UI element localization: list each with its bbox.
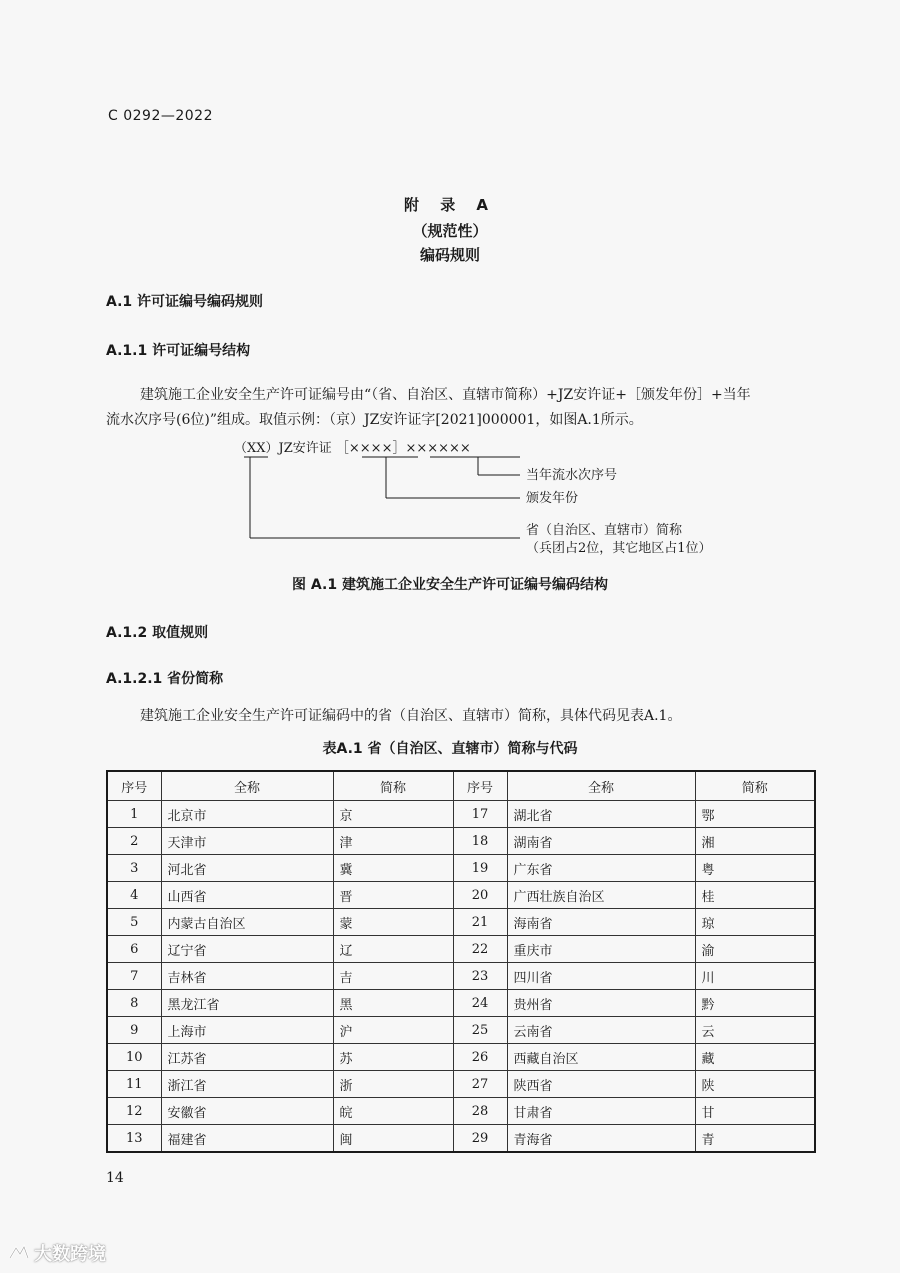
cell-abbr: 黑 xyxy=(333,990,453,1017)
table-row xyxy=(107,1017,815,1044)
cell-abbr: 辽 xyxy=(333,936,453,963)
cell-fullname: 陕西省 xyxy=(507,1071,695,1098)
cell-fullname: 湖南省 xyxy=(507,828,695,855)
diagram-code-text: （XX）JZ安许证 ［××××］×××××× xyxy=(234,441,471,456)
label-province: 省（自治区、直辖市）简称 xyxy=(526,523,683,538)
cell-fullname: 西藏自治区 xyxy=(507,1044,695,1071)
cell-abbr: 湘 xyxy=(695,828,815,855)
cell-abbr: 琼 xyxy=(695,909,815,936)
cell-fullname: 吉林省 xyxy=(161,963,333,990)
cell-abbr: 京 xyxy=(333,801,453,828)
cell-seq: 29 xyxy=(453,1125,507,1153)
cell-fullname: 浙江省 xyxy=(161,1071,333,1098)
cell-fullname: 福建省 xyxy=(161,1125,333,1153)
header-fullname-2: 全称 xyxy=(507,771,695,801)
cell-fullname: 云南省 xyxy=(507,1017,695,1044)
cell-seq: 6 xyxy=(107,936,161,963)
cell-abbr: 蒙 xyxy=(333,909,453,936)
cell-seq: 13 xyxy=(107,1125,161,1153)
cell-abbr: 浙 xyxy=(333,1071,453,1098)
cell-seq: 9 xyxy=(107,1017,161,1044)
table-row xyxy=(107,936,815,963)
cell-seq: 18 xyxy=(453,828,507,855)
cell-seq: 10 xyxy=(107,1044,161,1071)
table-row xyxy=(107,1125,815,1153)
appendix-title: 附 录 A xyxy=(403,196,497,214)
cell-abbr: 桂 xyxy=(695,882,815,909)
cell-seq: 11 xyxy=(107,1071,161,1098)
province-code-table xyxy=(106,770,816,1153)
table-row xyxy=(107,828,815,855)
cell-fullname: 海南省 xyxy=(507,909,695,936)
cell-fullname: 江苏省 xyxy=(161,1044,333,1071)
page-number: 14 xyxy=(106,1170,124,1186)
cell-abbr: 藏 xyxy=(695,1044,815,1071)
cell-seq: 12 xyxy=(107,1098,161,1125)
cell-abbr: 鄂 xyxy=(695,801,815,828)
brand-logo-icon xyxy=(8,1244,30,1262)
header-seq-2: 序号 xyxy=(453,771,507,801)
cell-abbr: 甘 xyxy=(695,1098,815,1125)
cell-abbr: 黔 xyxy=(695,990,815,1017)
watermark xyxy=(8,1240,106,1266)
cell-abbr: 吉 xyxy=(333,963,453,990)
cell-abbr: 陕 xyxy=(695,1071,815,1098)
cell-seq: 8 xyxy=(107,990,161,1017)
header-fullname: 全称 xyxy=(161,771,333,801)
cell-seq: 24 xyxy=(453,990,507,1017)
table-row xyxy=(107,990,815,1017)
cell-abbr: 渝 xyxy=(695,936,815,963)
cell-fullname: 广东省 xyxy=(507,855,695,882)
cell-fullname: 贵州省 xyxy=(507,990,695,1017)
cell-seq: 27 xyxy=(453,1071,507,1098)
cell-fullname: 安徽省 xyxy=(161,1098,333,1125)
table-row xyxy=(107,909,815,936)
header-abbr: 简称 xyxy=(333,771,453,801)
cell-fullname: 广西壮族自治区 xyxy=(507,882,695,909)
table-row xyxy=(107,855,815,882)
table-row xyxy=(107,963,815,990)
cell-fullname: 内蒙古自治区 xyxy=(161,909,333,936)
cell-seq: 22 xyxy=(453,936,507,963)
cell-fullname: 甘肃省 xyxy=(507,1098,695,1125)
header-seq: 序号 xyxy=(107,771,161,801)
cell-abbr: 粤 xyxy=(695,855,815,882)
cell-seq: 2 xyxy=(107,828,161,855)
appendix-type: （规范性） xyxy=(412,222,488,240)
header-abbr-2: 简称 xyxy=(695,771,815,801)
cell-fullname: 上海市 xyxy=(161,1017,333,1044)
cell-abbr: 闽 xyxy=(333,1125,453,1153)
table-row xyxy=(107,1098,815,1125)
section-heading-a1: A.1 许可证编号编码规则 xyxy=(106,294,264,310)
cell-seq: 26 xyxy=(453,1044,507,1071)
paragraph-province: 建筑施工企业安全生产许可证编码中的省（自治区、直辖市）简称，具体代码见表A.1。 xyxy=(140,708,682,724)
table-row xyxy=(107,882,815,909)
label-year: 颁发年份 xyxy=(526,491,579,506)
table-row xyxy=(107,801,815,828)
cell-seq: 5 xyxy=(107,909,161,936)
cell-abbr: 川 xyxy=(695,963,815,990)
cell-seq: 7 xyxy=(107,963,161,990)
cell-fullname: 黑龙江省 xyxy=(161,990,333,1017)
label-serial: 当年流水次序号 xyxy=(526,468,618,483)
cell-abbr: 晋 xyxy=(333,882,453,909)
table-row xyxy=(107,1044,815,1071)
section-heading-a121: A.1.2.1 省份简称 xyxy=(106,671,224,687)
watermark-text: 大数跨境 xyxy=(34,1244,106,1265)
cell-seq: 21 xyxy=(453,909,507,936)
cell-abbr: 津 xyxy=(333,828,453,855)
paragraph-structure-line1: 建筑施工企业安全生产许可证编号由“（省、自治区、直辖市简称）+JZ安许证+［颁发年份］+当年 xyxy=(140,387,751,403)
table-row xyxy=(107,1071,815,1098)
section-heading-a12: A.1.2 取值规则 xyxy=(106,625,209,641)
cell-fullname: 重庆市 xyxy=(507,936,695,963)
cell-fullname: 四川省 xyxy=(507,963,695,990)
cell-fullname: 北京市 xyxy=(161,801,333,828)
cell-abbr: 沪 xyxy=(333,1017,453,1044)
figure-caption: 图 A.1 建筑施工企业安全生产许可证编号编码结构 xyxy=(292,577,608,593)
cell-seq: 4 xyxy=(107,882,161,909)
cell-seq: 25 xyxy=(453,1017,507,1044)
table-header-row xyxy=(107,771,815,801)
cell-abbr: 云 xyxy=(695,1017,815,1044)
cell-fullname: 辽宁省 xyxy=(161,936,333,963)
cell-seq: 23 xyxy=(453,963,507,990)
cell-abbr: 苏 xyxy=(333,1044,453,1071)
cell-abbr: 皖 xyxy=(333,1098,453,1125)
section-heading-a11: A.1.1 许可证编号结构 xyxy=(106,343,251,359)
standard-code: C 0292—2022 xyxy=(108,108,213,124)
cell-abbr: 冀 xyxy=(333,855,453,882)
appendix-name: 编码规则 xyxy=(419,246,480,264)
cell-seq: 3 xyxy=(107,855,161,882)
cell-seq: 28 xyxy=(453,1098,507,1125)
table-caption: 表A.1 省（自治区、直辖市）简称与代码 xyxy=(322,741,578,757)
cell-seq: 1 xyxy=(107,801,161,828)
cell-fullname: 天津市 xyxy=(161,828,333,855)
cell-fullname: 河北省 xyxy=(161,855,333,882)
cell-fullname: 山西省 xyxy=(161,882,333,909)
cell-seq: 17 xyxy=(453,801,507,828)
label-province-note: （兵团占2位，其它地区占1位） xyxy=(526,541,712,556)
cell-fullname: 青海省 xyxy=(507,1125,695,1153)
cell-fullname: 湖北省 xyxy=(507,801,695,828)
cell-seq: 19 xyxy=(453,855,507,882)
code-structure-diagram xyxy=(0,430,900,570)
cell-seq: 20 xyxy=(453,882,507,909)
paragraph-structure-line2: 流水次序号(6位)”组成。取值示例：（京）JZ安许证字[2021]000001，如图A.1所示。 xyxy=(106,412,643,428)
cell-abbr: 青 xyxy=(695,1125,815,1153)
